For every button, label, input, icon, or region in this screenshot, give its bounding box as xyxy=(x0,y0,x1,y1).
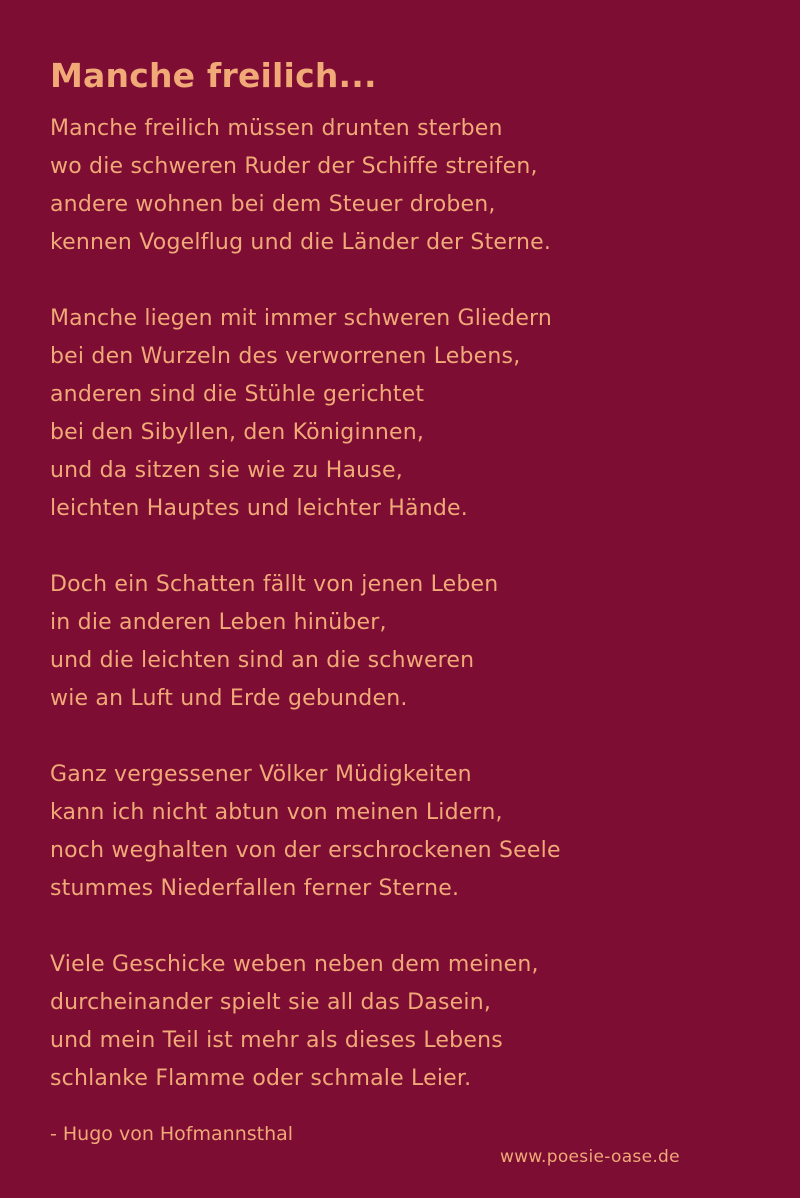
poem-line: in die anderen Leben hinüber, xyxy=(50,610,387,635)
poem-line: Manche freilich müssen drunten sterben xyxy=(50,116,503,141)
poem-line: kennen Vogelflug und die Länder der Sterne. xyxy=(50,230,552,255)
poem-line: Ganz vergessener Völker Müdigkeiten xyxy=(50,762,472,787)
stanza-5 xyxy=(50,946,750,1098)
poem-line: bei den Sibyllen, den Königinnen, xyxy=(50,420,425,445)
poem-line: schlanke Flamme oder schmale Leier. xyxy=(50,1066,472,1091)
poem-line: wie an Luft und Erde gebunden. xyxy=(50,686,408,711)
poem-line: noch weghalten von der erschrockenen Seele xyxy=(50,838,561,863)
poem-line: kann ich nicht abtun von meinen Lidern, xyxy=(50,800,503,825)
poem-line: und die leichten sind an die schweren xyxy=(50,648,475,673)
stanza-4 xyxy=(50,756,750,908)
website-link[interactable]: www.poesie-oase.de xyxy=(500,1147,680,1167)
poem-title: Manche freilich... xyxy=(50,56,377,95)
poem-line: Doch ein Schatten fällt von jenen Leben xyxy=(50,572,499,597)
poem-body xyxy=(50,110,750,1136)
poem-line: durcheinander spielt sie all das Dasein, xyxy=(50,990,492,1015)
stanza-3 xyxy=(50,566,750,718)
stanza-2 xyxy=(50,300,750,528)
poem-line: Viele Geschicke weben neben dem meinen, xyxy=(50,952,539,977)
poem-author: - Hugo von Hofmannsthal xyxy=(50,1123,294,1145)
poem-line: bei den Wurzeln des verworrenen Lebens, xyxy=(50,344,521,369)
poem-line: stummes Niederfallen ferner Sterne. xyxy=(50,876,460,901)
poem-line: und mein Teil ist mehr als dieses Lebens xyxy=(50,1028,503,1053)
poem-line: leichten Hauptes und leichter Hände. xyxy=(50,496,468,521)
stanza-1 xyxy=(50,110,750,262)
poem-line: andere wohnen bei dem Steuer droben, xyxy=(50,192,496,217)
poem-line: Manche liegen mit immer schweren Gliedern xyxy=(50,306,553,331)
poem-line: und da sitzen sie wie zu Hause, xyxy=(50,458,403,483)
poem-line: anderen sind die Stühle gerichtet xyxy=(50,382,425,407)
poem-line: wo die schweren Ruder der Schiffe streifen, xyxy=(50,154,538,179)
